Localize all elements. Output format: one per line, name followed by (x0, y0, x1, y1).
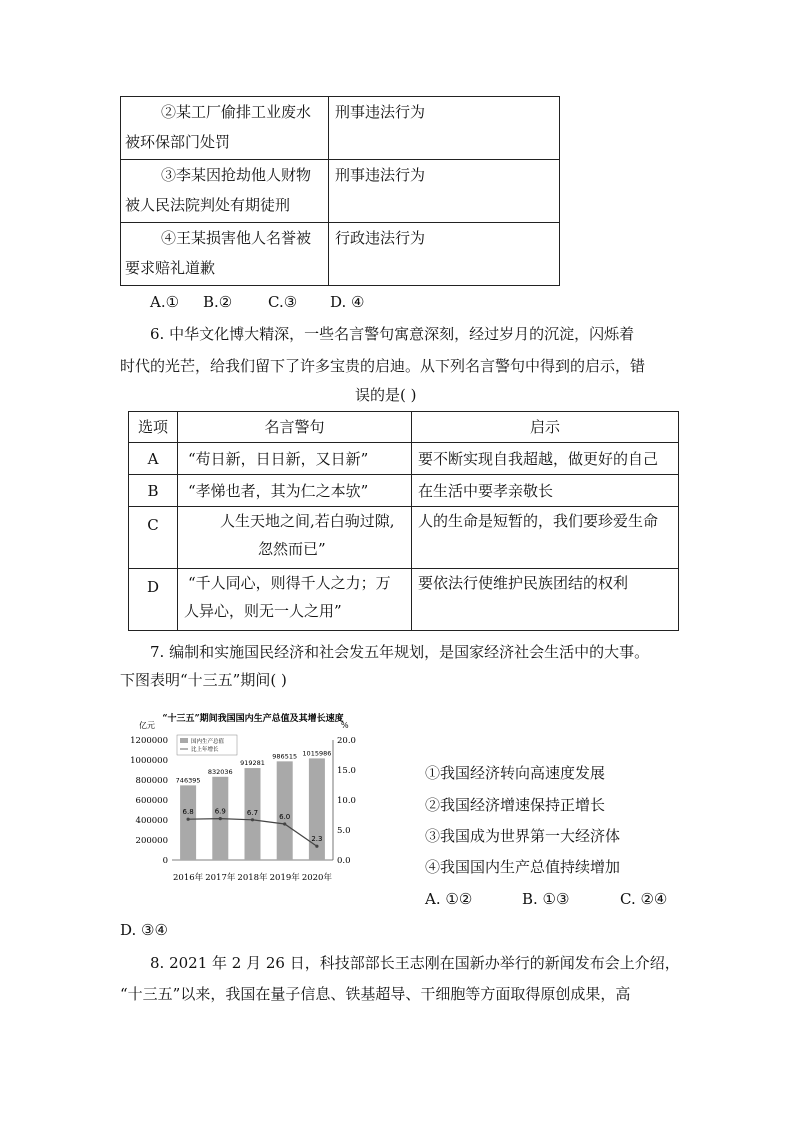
q6-stem-line1: 6. 中华文化博大精深，一些名言警句寓意深刻，经过岁月的沉淀，闪烁着 (150, 325, 635, 343)
insight-cell: 在生活中要孝亲敬长 (412, 475, 679, 507)
quote-text: “苟日新，日日新，又日新” (188, 449, 369, 468)
type-cell: 刑事违法行为 (329, 97, 560, 160)
x-tick-label: 2020年 (301, 873, 332, 883)
case-text: 要求赔礼道歉 (125, 259, 216, 277)
q7-stem-line1: 7. 编制和实施国民经济和社会发五年规划，是国家经济社会生活中的大事。 (150, 643, 650, 661)
gdp-bar-value: 1015986 (302, 749, 332, 758)
case-text: 被人民法院判处有期徒刑 (125, 196, 291, 214)
type-cell: 行政违法行为 (329, 223, 560, 286)
y-left-label: 亿元 (139, 721, 155, 730)
table-row (121, 97, 560, 160)
growth-point (251, 818, 254, 821)
chart-title: “十三五”期间我国国内生产总值及其增长速度 (162, 714, 344, 724)
quote-cell (178, 507, 412, 569)
header-quote: 名言警句 (178, 412, 412, 443)
growth-point-label: 6.9 (214, 807, 226, 816)
q7-option-b: B. ①③ (522, 890, 570, 908)
quote-text: 忽然而已” (258, 540, 326, 558)
gdp-chart (130, 712, 365, 890)
quote-text: 人生天地之间,若白驹过隙, (220, 512, 395, 530)
quotes-table (128, 411, 679, 631)
y-left-tick-label: 200000 (135, 836, 168, 846)
q7-statement-4: ④我国国内生产总值持续增加 (425, 858, 621, 876)
gdp-bar-value: 986515 (272, 752, 298, 761)
table-row (129, 443, 679, 475)
insight-cell: 要不断实现自我超越，做更好的自己 (412, 443, 679, 475)
table-header-row (129, 412, 679, 443)
y-left-tick-label: 400000 (135, 816, 168, 826)
y-left-tick-label: 1200000 (130, 736, 168, 746)
option-cell: A (129, 443, 178, 475)
table-row (129, 507, 679, 569)
header-option: 选项 (129, 412, 178, 443)
insight-cell: 人的生命是短暂的，我们要珍爱生命 (412, 507, 679, 569)
q5-option-c: C.③ (268, 293, 298, 311)
q7-statement-1: ①我国经济转向高速度发展 (425, 764, 606, 782)
legend-bar-swatch (180, 738, 188, 743)
case-text: ④王某损害他人名誉被 (161, 229, 312, 247)
option-cell: D (129, 569, 178, 631)
growth-point-label: 2.3 (311, 835, 323, 844)
quote-text: 人异心，则无一人之用” (184, 602, 342, 620)
y-left-tick-label: 1000000 (130, 756, 168, 766)
growth-point (283, 822, 286, 825)
case-cell (121, 160, 329, 223)
q5-option-a: A.① (150, 293, 180, 311)
y-right-tick-label: 10.0 (337, 796, 356, 806)
violation-table (120, 96, 560, 286)
q7-statement-3: ③我国成为世界第一大经济体 (425, 827, 621, 845)
growth-point (315, 845, 318, 848)
y-right-tick-label: 5.0 (337, 826, 351, 836)
gdp-bar-value: 746395 (175, 776, 201, 785)
case-text: 被环保部门处罚 (125, 133, 231, 151)
q5-option-d: D. ④ (330, 293, 365, 311)
y-right-tick-label: 20.0 (337, 736, 356, 746)
q7-option-c: C. ②④ (620, 890, 668, 908)
gdp-bar (180, 785, 196, 860)
case-text: ②某工厂偷排工业废水 (161, 103, 312, 121)
table-row (129, 475, 679, 507)
type-cell: 刑事违法行为 (329, 160, 560, 223)
q8-stem-line2: “十三五”以来，我国在量子信息、铁基超导、干细胞等方面取得原创成果，高 (120, 985, 631, 1003)
growth-point-label: 6.0 (279, 813, 291, 821)
quote-cell (178, 569, 412, 631)
growth-point-label: 6.7 (246, 808, 259, 817)
y-right-tick-label: 15.0 (337, 766, 356, 776)
case-text: ③李某因抢劫他人财物 (161, 166, 312, 184)
header-insight: 启示 (412, 412, 679, 443)
option-cell: C (129, 507, 178, 569)
x-tick-label: 2016年 (173, 873, 204, 883)
quote-text: “孝悌也者，其为仁之本欤” (188, 481, 369, 500)
q7-option-d: D. ③④ (120, 921, 168, 939)
case-cell (121, 223, 329, 286)
q7-option-a: A. ①② (425, 890, 473, 908)
x-tick-label: 2019年 (269, 873, 300, 883)
quote-cell (178, 475, 412, 507)
y-left-tick-label: 800000 (135, 776, 168, 786)
gdp-bar (277, 761, 293, 860)
x-tick-label: 2017年 (205, 873, 236, 883)
gdp-bar-value: 919281 (240, 759, 265, 768)
q7-stem-line2: 下图表明“十三五”期间( ) (120, 671, 287, 689)
gdp-bar-value: 832036 (207, 767, 233, 776)
table-row (121, 160, 560, 223)
y-left-tick-label: 600000 (135, 796, 168, 806)
quote-cell (178, 443, 412, 475)
table-row (129, 569, 679, 631)
table-row (121, 223, 560, 286)
case-cell (121, 97, 329, 160)
y-left-tick-label: 0 (162, 856, 168, 866)
legend-line-label: 比上年增长 (191, 747, 219, 753)
q5-option-b: B.② (203, 293, 233, 311)
y-right-label: % (341, 721, 349, 730)
option-cell: B (129, 475, 178, 507)
legend-bar-label: 国内生产总值 (191, 739, 225, 745)
y-right-tick-label: 0.0 (337, 856, 351, 866)
growth-point-label: 6.8 (182, 808, 194, 817)
growth-point (219, 817, 222, 820)
q6-stem-line3: 误的是( ) (355, 386, 417, 404)
q6-stem-line2: 时代的光芒，给我们留下了许多宝贵的启迪。从下列名言警句中得到的启示，错 (120, 357, 646, 375)
q8-stem-line1: 8. 2021 年 2 月 26 日，科技部部长王志刚在国新办举行的新闻发布会上介绍， (150, 954, 680, 972)
quote-text: “千人同心，则得千人之力；万 (188, 574, 391, 592)
q7-statement-2: ②我国经济增速保持正增长 (425, 796, 606, 814)
x-tick-label: 2018年 (237, 873, 268, 883)
insight-cell: 要依法行使维护民族团结的权利 (412, 569, 679, 631)
growth-point (187, 818, 190, 821)
